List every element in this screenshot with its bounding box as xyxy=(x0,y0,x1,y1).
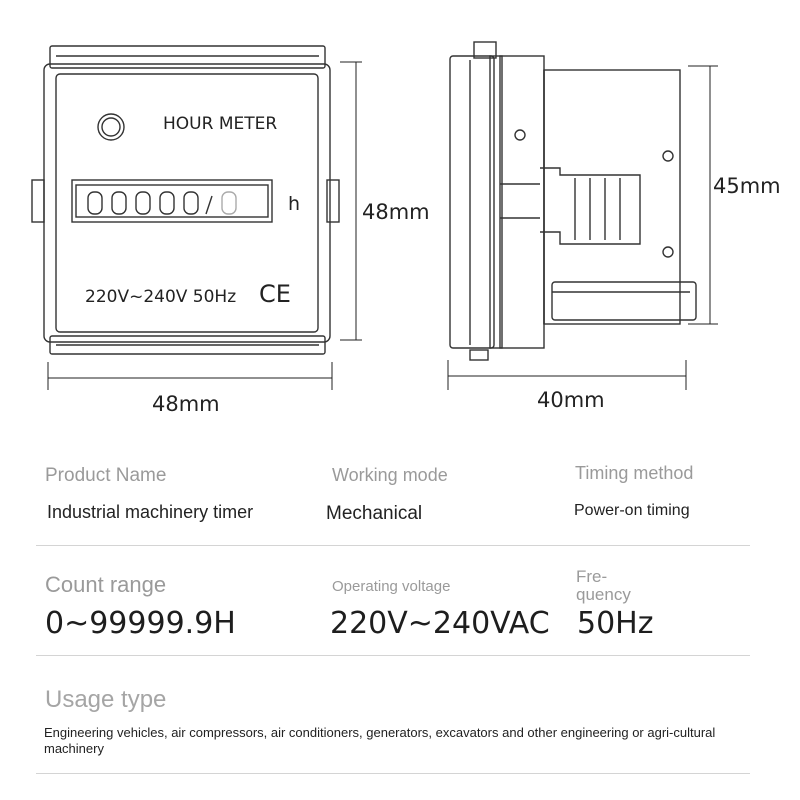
side-depth-label: 40mm xyxy=(537,388,605,412)
divider-3 xyxy=(36,773,750,774)
front-width-label: 48mm xyxy=(152,392,220,416)
usage-type-label: Usage type xyxy=(45,686,167,713)
product-name-label: Product Name xyxy=(45,465,167,486)
frequency-label xyxy=(576,568,631,604)
operating-voltage-label: Operating voltage xyxy=(332,578,451,595)
count-range-label: Count range xyxy=(45,572,167,597)
side-view xyxy=(450,42,696,360)
timing-method-value: Power-on timing xyxy=(574,502,690,519)
frequency-value: 50Hz xyxy=(577,606,654,641)
front-height-label: 48mm xyxy=(362,200,430,224)
product-name-value: Industrial machinery timer xyxy=(47,502,254,522)
side-height-label: 45mm xyxy=(713,174,781,198)
working-mode-value: Mechanical xyxy=(326,503,423,524)
operating-voltage-value: 220V~240VAC xyxy=(330,606,550,641)
timing-method-label: Timing method xyxy=(575,463,694,483)
working-mode-label: Working mode xyxy=(332,465,448,485)
frequency-label-line-1: Fre- xyxy=(576,567,608,586)
usage-type-value: Engineering vehicles, air compressors, air conditioners, generators, excavators and other engineering or agri-cultural machinery xyxy=(44,725,716,756)
unit-symbol: h xyxy=(288,193,301,215)
divider-2 xyxy=(36,655,750,656)
front-title: HOUR METER xyxy=(163,114,278,134)
counter-digits xyxy=(88,192,236,214)
ce-mark: CE xyxy=(259,280,291,308)
dimension-lines xyxy=(48,62,718,390)
frequency-label-line-2: quency xyxy=(576,585,631,604)
count-range-value: 0~99999.9H xyxy=(45,606,236,641)
divider-1 xyxy=(36,545,750,546)
rating-text: 220V~240V 50Hz xyxy=(85,287,237,307)
